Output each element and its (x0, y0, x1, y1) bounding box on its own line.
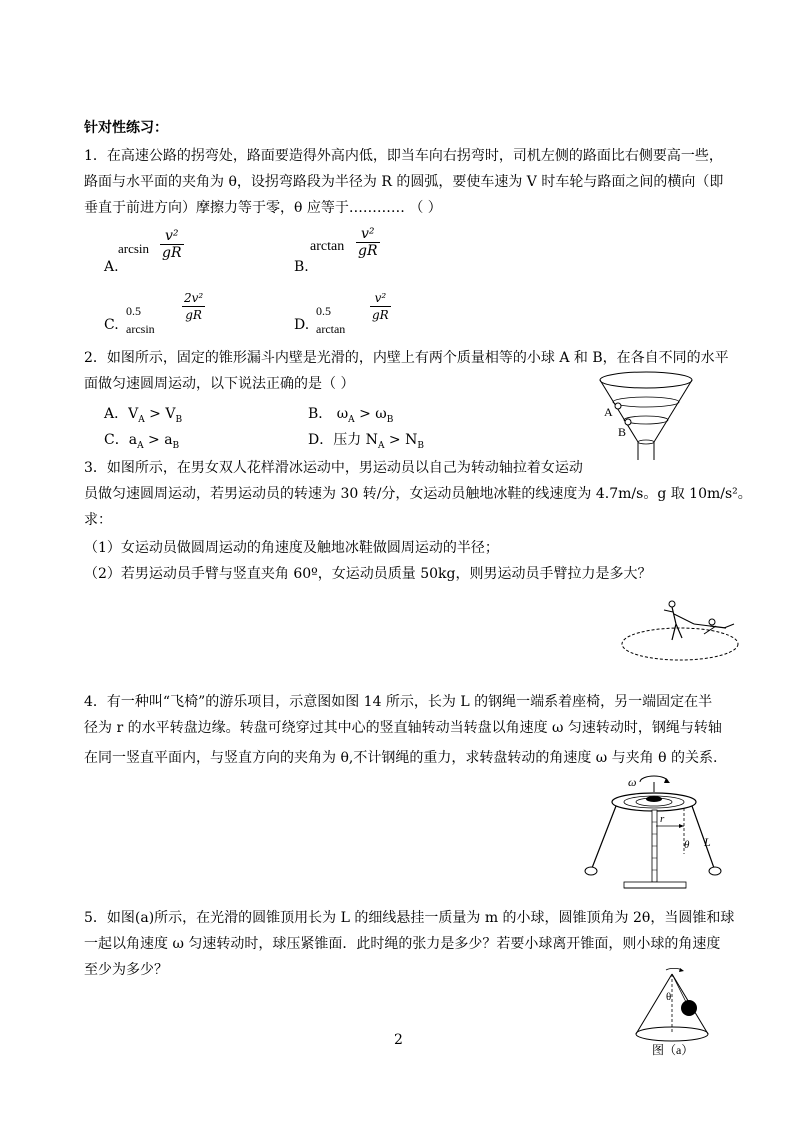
section-title: 针对性练习： (84, 120, 168, 136)
q4-line-1: 4．有一种叫“飞椅”的游乐项目，示意图如图 14 所示，长为 L 的钢绳一端系着座椅，另一端固定在半 (84, 694, 713, 710)
ball-a (615, 403, 621, 409)
l-label: L (704, 835, 711, 849)
q2-line-2: 面做匀速圆周运动，以下说法正确的是（ ） (84, 376, 355, 392)
q1-line-3: 垂直于前进方向）摩擦力等于零，θ 应等于………… （ ） (84, 200, 442, 216)
label-a: A (604, 405, 613, 419)
q3-line-3: 求： (84, 512, 112, 528)
q3-line-1: 3．如图所示，在男女双人花样滑冰运动中，男运动员以自己为转动轴拉着女运动 (84, 460, 583, 476)
cone-caption: 图（a） (652, 1043, 694, 1057)
q1-line-1: 1．在高速公路的拐弯处，路面要造得外高内低，即当车向右拐弯时，司机左侧的路面比右侧要高一些， (84, 148, 723, 164)
cone-figure (626, 968, 726, 1058)
theta-label: θ (684, 839, 690, 851)
q2-option-c: C．$a_A > a_B$ (104, 432, 180, 451)
label-b: B (618, 425, 627, 439)
q3-line-5: （2）若男运动员手臂与竖直夹角 60º，女运动员质量 50kg，则男运动员手臂拉力是多大？ (84, 566, 652, 582)
q2-option-d: D．压力 $N_A > N_B$ (308, 432, 424, 451)
q2-option-b: B． $\omega_A > \omega_B$ (308, 406, 394, 425)
ball (681, 1000, 697, 1016)
q5-line-3: 至少为多少？ (84, 962, 168, 978)
q4-line-3: 在同一竖直平面内，与竖直方向的夹角为 θ,不计钢绳的重力，求转盘转动的角速度 ω 与夹角 θ 的关系. (84, 750, 718, 766)
omega-label: ω (628, 775, 637, 789)
q5-line-2: 一起以角速度 ω 匀速转动时，球压紧锥面．此时绳的张力是多少？若要小球离开锥面，则小球的角速度 (84, 936, 721, 952)
q3-line-4: （1）女运动员做圆周运动的角速度及触地冰鞋做圆周运动的半径； (84, 540, 499, 556)
page-number: 2 (394, 1032, 403, 1048)
skating-figure (620, 598, 740, 668)
q1-line-2: 路面与水平面的夹角为 θ，设拐弯路段为半径为 R 的圆弧，要使车速为 V 时车轮与路面之间的横向（即 (84, 174, 724, 190)
cone-theta-label: θ (666, 991, 672, 1003)
q2-option-a: A．$V_A > V_B$ (104, 406, 183, 425)
q3-line-2: 员做匀速圆周运动，若男运动员的转速为 30 转/分，女运动员触地冰鞋的线速度为 4.7m/s。g 取 10m/s²。 (84, 486, 752, 502)
funnel-figure (596, 370, 696, 462)
flying-chair-figure (580, 774, 730, 892)
q2-line-1: 2．如图所示，固定的锥形漏斗内壁是光滑的，内壁上有两个质量相等的小球 A 和 B，在各自不同的水平 (84, 350, 729, 366)
q4-line-2: 径为 r 的水平转盘边缘。转盘可绕穿过其中心的竖直轴转动当转盘以角速度 ω 匀速转动时，钢绳与转轴 (84, 720, 722, 736)
r-label: r (660, 813, 665, 825)
q5-line-1: 5．如图(a)所示，在光滑的圆锥顶用长为 L 的细线悬挂一质量为 m 的小球，圆锥顶角为 2θ，当圆锥和球 (84, 910, 735, 926)
